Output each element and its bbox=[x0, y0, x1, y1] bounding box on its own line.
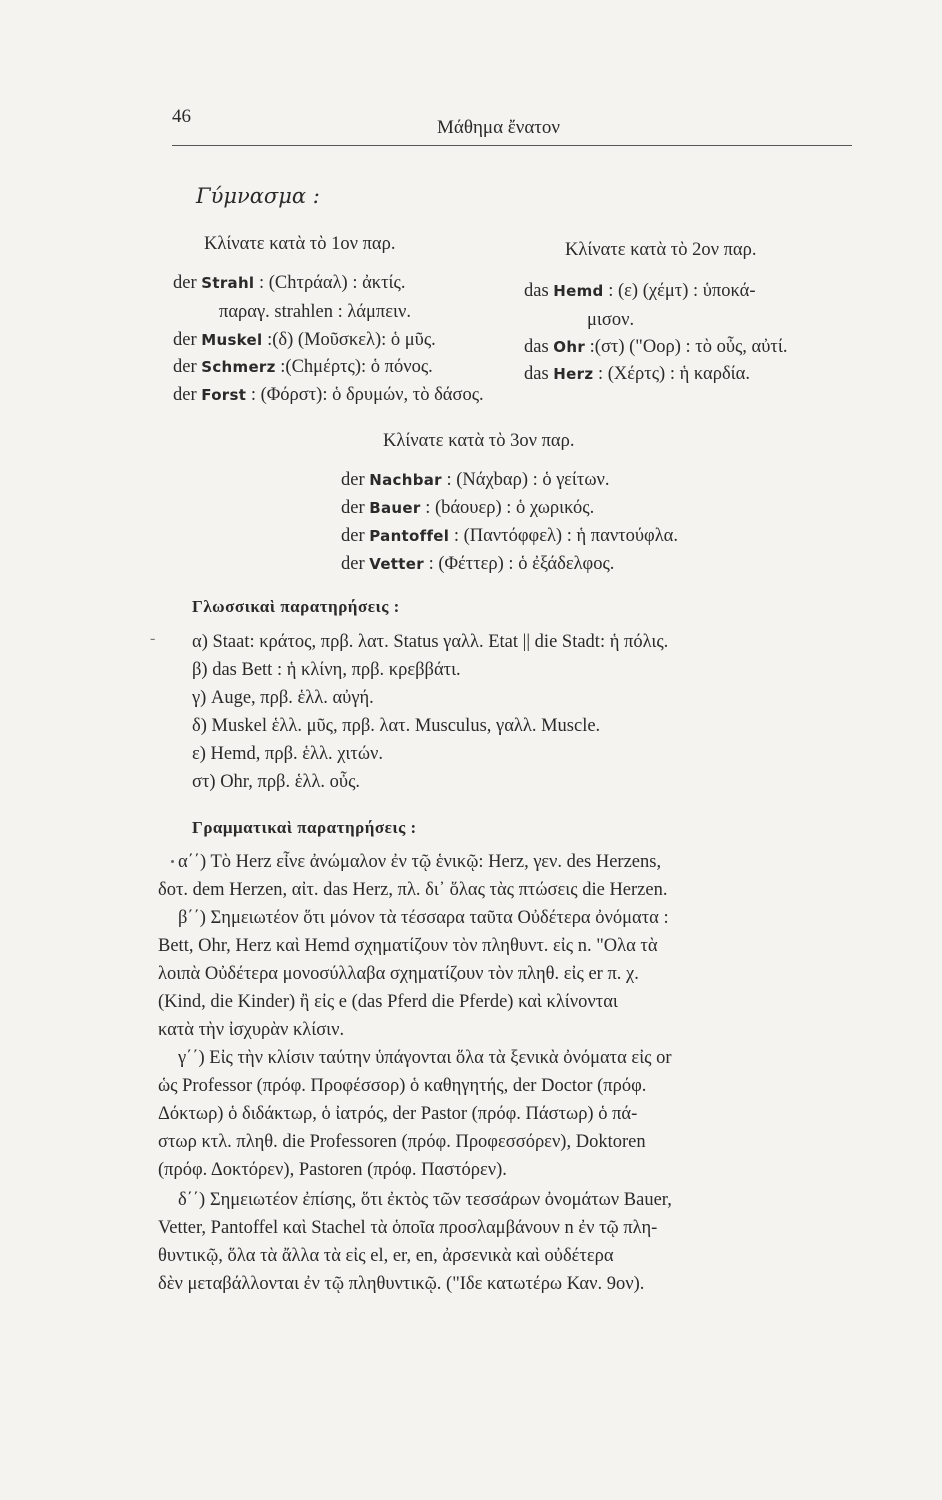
german-word: Bauer bbox=[369, 499, 421, 517]
grammatika-line: δὲν μεταβάλλονται ἐν τῷ πληθυντικῷ. ("Ιδε κατωτέρω Καν. 9ον). bbox=[158, 1274, 645, 1294]
article: der bbox=[173, 385, 197, 405]
article: das bbox=[524, 364, 549, 384]
article: der bbox=[341, 470, 365, 490]
margin-dot bbox=[171, 860, 174, 863]
margin-dash: - bbox=[150, 630, 156, 647]
col2-heading: Κλίνατε κατὰ τὸ 2ον παρ. bbox=[565, 240, 757, 260]
definition: : (Χέρτς) : ἡ καρδία. bbox=[597, 364, 750, 384]
german-word: Pantoffel bbox=[369, 527, 450, 545]
definition: :(Chμέρτς): ὁ πόνος. bbox=[280, 357, 433, 377]
glossika-line: ε) Hemd, πρβ. ἑλλ. χιτών. bbox=[192, 744, 383, 764]
col1-line bbox=[173, 330, 436, 351]
col2-line bbox=[587, 310, 634, 331]
article: der bbox=[341, 554, 365, 574]
definition: : (bάουερ) : ὁ χωρικός. bbox=[425, 498, 595, 518]
col2-line bbox=[524, 281, 756, 302]
grammatika-line: γ΄΄) Εἰς τὴν κλίσιν ταύτην ὑπάγονται ὅλα τὰ ξενικὰ ὀνόματα εἰς or bbox=[178, 1048, 672, 1068]
col1-line bbox=[173, 357, 433, 378]
col1-line bbox=[173, 273, 405, 294]
exercise-title: Γύμνασμα : bbox=[196, 184, 320, 208]
article: der bbox=[173, 330, 197, 350]
grammatika-line: δοτ. dem Herzen, αἰτ. das Herz, πλ. δι᾽ ὅλας τὰς πτώσεις die Herzen. bbox=[158, 880, 668, 900]
grammatika-line: Vetter, Pantoffel καὶ Stachel τὰ ὁποῖα προσλαμβάνουν n ἐν τῷ πλη- bbox=[158, 1218, 658, 1238]
grammatika-line: δ΄΄) Σημειωτέον ἐπίσης, ὅτι ἐκτὸς τῶν τεσσάρων ὀνομάτων Bauer, bbox=[178, 1190, 672, 1210]
german-word: Strahl bbox=[201, 274, 255, 292]
german-word: Forst bbox=[201, 386, 247, 404]
definition: : (Παντόφφελ) : ἡ παντούφλα. bbox=[453, 526, 678, 546]
col3-line bbox=[341, 554, 614, 575]
german-word: Nachbar bbox=[369, 471, 442, 489]
col3-line bbox=[341, 526, 678, 547]
german-word: Hemd bbox=[553, 282, 604, 300]
definition: : (Chτράαλ) : ἀκτίς. bbox=[259, 273, 406, 293]
grammatika-line: β΄΄) Σημειωτέον ὅτι μόνον τὰ τέσσαρα ταῦτα Οὐδέτερα ὀνόματα : bbox=[178, 908, 669, 928]
german-word: Vetter bbox=[369, 555, 424, 573]
col1-line bbox=[173, 385, 484, 406]
article: der bbox=[173, 357, 197, 377]
col2-line bbox=[524, 364, 750, 385]
article: das bbox=[524, 337, 549, 357]
page-number: 46 bbox=[172, 106, 191, 127]
definition: : (Νάχbαρ) : ὁ γείτων. bbox=[446, 470, 610, 490]
german-word: Muskel bbox=[201, 331, 263, 349]
col1-heading: Κλίνατε κατὰ τὸ 1ον παρ. bbox=[204, 234, 396, 254]
grammatika-line: α΄΄) Τὸ Herz εἶνε ἀνώμαλον ἐν τῷ ἑνικῷ: Herz, γεν. des Herzens, bbox=[178, 852, 662, 872]
definition: : (ε) (χέμτ) : ὑποκά- bbox=[608, 281, 756, 301]
header-rule bbox=[172, 145, 852, 146]
article: das bbox=[524, 281, 549, 301]
grammatika-line: κατὰ τὴν ἰσχυρὰν κλίσιν. bbox=[158, 1020, 345, 1040]
grammatika-line: (πρόφ. Δοκτόρεν), Pastoren (πρόφ. Παστόρεν). bbox=[158, 1160, 507, 1180]
col3-heading: Κλίνατε κατὰ τὸ 3ον παρ. bbox=[383, 431, 575, 451]
grammatika-heading: Γραμματικαὶ παρατηρήσεις : bbox=[192, 818, 417, 837]
col3-line bbox=[341, 470, 609, 491]
chapter-title: Μάθημα ἔνατον bbox=[437, 117, 561, 138]
grammatika-line: ὡς Professor (πρόφ. Προφέσσορ) ὁ καθηγητής, der Doctor (πρόφ. bbox=[158, 1076, 647, 1096]
article: der bbox=[341, 498, 365, 518]
glossika-heading: Γλωσσικαὶ παρατηρήσεις : bbox=[192, 597, 400, 616]
definition: παραγ. strahlen : λάμπειν. bbox=[219, 302, 411, 322]
glossika-line: α) Staat: κράτος, πρβ. λατ. Status γαλλ. Etat || die Stadt: ἡ πόλις. bbox=[192, 632, 669, 652]
col3-line bbox=[341, 498, 594, 519]
glossika-line: στ) Ohr, πρβ. ἑλλ. οὖς. bbox=[192, 772, 361, 792]
grammatika-line: στωρ κτλ. πληθ. die Professoren (πρόφ. Προφεσσόρεν), Doktoren bbox=[158, 1132, 646, 1152]
definition: μισον. bbox=[587, 310, 635, 330]
col1-line bbox=[219, 302, 411, 323]
german-word: Herz bbox=[553, 365, 594, 383]
glossika-line: δ) Muskel ἑλλ. μῦς, πρβ. λατ. Musculus, γαλλ. Muscle. bbox=[192, 716, 601, 736]
definition: :(στ) ("Οορ) : τὸ οὖς, αὐτί. bbox=[589, 337, 788, 357]
definition: :(δ) (Μοῦσκελ): ὁ μῦς. bbox=[267, 330, 436, 350]
glossika-line: γ) Auge, πρβ. ἑλλ. αὐγή. bbox=[192, 688, 374, 708]
definition: : (Φόρστ): ὁ δρυμών, τὸ δάσος. bbox=[250, 385, 484, 405]
article: der bbox=[173, 273, 197, 293]
german-word: Ohr bbox=[553, 338, 586, 356]
grammatika-line: (Kind, die Kinder) ἢ εἰς e (das Pferd die Pferde) καὶ κλίνονται bbox=[158, 992, 618, 1012]
grammatika-line: Δόκτωρ) ὁ διδάκτωρ, ὁ ἰατρός, der Pastor (πρόφ. Πάστωρ) ὁ πά- bbox=[158, 1104, 638, 1124]
german-word: Schmerz bbox=[201, 358, 276, 376]
glossika-line: β) das Bett : ἡ κλίνη, πρβ. κρεββάτι. bbox=[192, 660, 461, 680]
grammatika-line: θυντικῷ, ὅλα τὰ ἄλλα τὰ εἰς el, er, en, ἀρσενικὰ καὶ οὐδέτερα bbox=[158, 1246, 614, 1266]
definition: : (Φέττερ) : ὁ ἐξάδελφος. bbox=[428, 554, 615, 574]
grammatika-line: λοιπὰ Οὐδέτερα μονοσύλλαβα σχηματίζουν τὸν πληθ. εἰς er π. χ. bbox=[158, 964, 639, 984]
grammatika-line: Bett, Ohr, Herz καὶ Hemd σχηματίζουν τὸν πληθυντ. εἰς n. "Ολα τὰ bbox=[158, 936, 658, 956]
article: der bbox=[341, 526, 365, 546]
col2-line bbox=[524, 337, 787, 358]
